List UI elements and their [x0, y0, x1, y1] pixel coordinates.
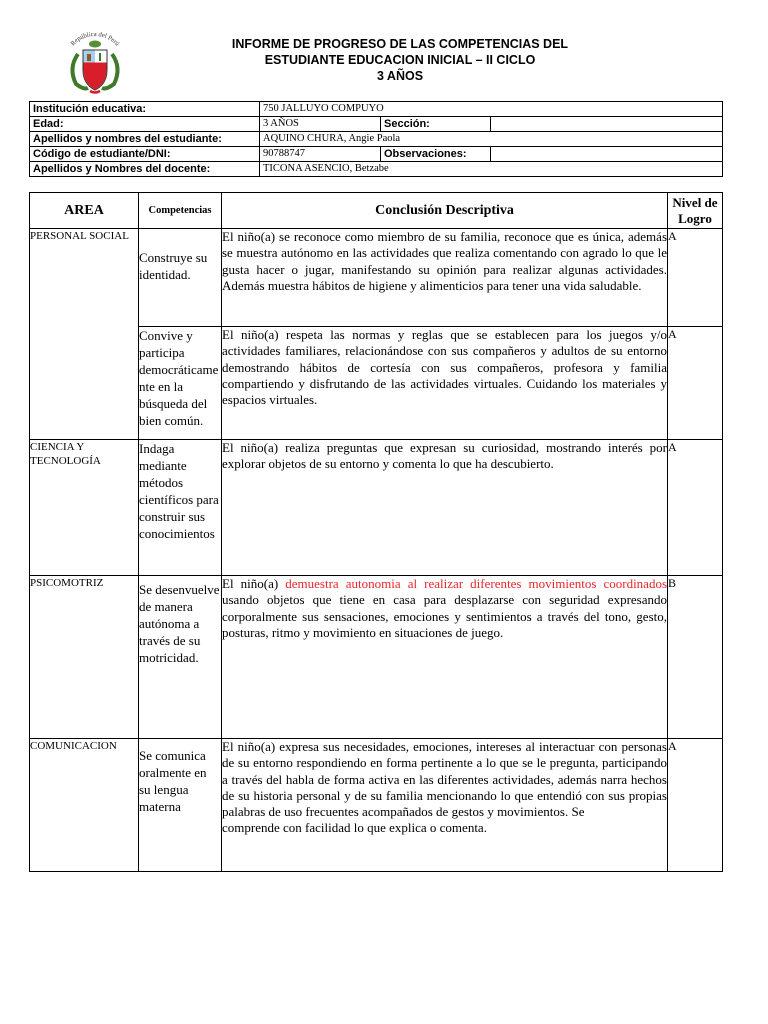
- conclusion-cell: [222, 739, 668, 872]
- nivel-cell: A: [668, 440, 723, 576]
- conclusion-text: El niño(a): [222, 576, 286, 591]
- nivel-cell: B: [668, 576, 723, 739]
- competencia-cell: Convive y participa democráticamente en la búsqueda del bien común.: [139, 327, 222, 440]
- competencies-table: [29, 192, 723, 872]
- competencia-cell: Indaga mediante métodos científicos para construir sus conocimientos: [139, 440, 222, 576]
- observaciones-value: [491, 147, 723, 162]
- report-title: [190, 36, 610, 84]
- conclusion-text: El niño(a) expresa sus necesidades, emociones, intereses al interactuar con personas de su entorno respondiendo en forma pertinente a lo que se le pregunta, participando a través del habla de forma activa en las diferentes actividades, además narra hechos de su historia personal y de su familia mencionando lo que entendió con sus propias palabras de uso frecuentes acompañados de gestos y movimientos. Se: [222, 739, 667, 820]
- title-line-3: 3 AÑOS: [376, 69, 424, 83]
- area-personal-social: PERSONAL SOCIAL: [30, 229, 139, 440]
- institucion-label: Institución educativa:: [30, 102, 260, 117]
- nivel-cell: A: [668, 229, 723, 327]
- seccion-label: Sección:: [381, 117, 491, 132]
- conclusion-text: usando objetos que tiene en casa para desplazarse con seguridad expresando corporalmente sus sensaciones, emociones y sentimientos a través del tono, gesto, posturas, ritmo y movimiento en situaciones de juego.: [222, 592, 667, 640]
- area-comunicacion: COMUNICACION: [30, 739, 139, 872]
- edad-value: 3 AÑOS: [260, 117, 381, 132]
- edad-label: Edad:: [30, 117, 260, 132]
- conclusion-cell: [222, 576, 668, 739]
- nivel-cell: A: [668, 327, 723, 440]
- docente-value: TICONA ASENCIO, Betzabe: [260, 162, 723, 177]
- conclusion-cell: El niño(a) se reconoce como miembro de su familia, reconoce que es única, además se muestra autónomo en las actividades que realiza comentando con agrado lo que le gusta hacer o jugar, manifestando su opinión para realizar algunas actividades. Además muestra hábitos de higiene y alimenticios para tener una vida saludable.: [222, 229, 668, 327]
- title-line-2: ESTUDIANTE EDUCACION INICIAL – II CICLO: [264, 53, 536, 67]
- table-row: [30, 440, 723, 576]
- institucion-value: 750 JALLUYO COMPUYO: [260, 102, 723, 117]
- header-nivel: Nivel de Logro: [668, 193, 723, 229]
- conclusion-cell: El niño(a) respeta las normas y reglas que se establecen para los juegos y/o actividades familiares, relacionándose con sus compañeros y adultos de su entorno demostrando hábitos de cortesía con sus compañeros, profesora y familia compartiendo y disfrutando de las actividades virtuales. Cuidando los materiales y espacios virtuales.: [222, 327, 668, 440]
- header-competencias: Competencias: [139, 193, 222, 229]
- title-line-1: INFORME DE PROGRESO DE LAS COMPETENCIAS DEL: [231, 37, 569, 51]
- competencia-cell: Construye su identidad.: [139, 229, 222, 327]
- table-row: [30, 576, 723, 739]
- seccion-value: [491, 117, 723, 132]
- codigo-label: Código de estudiante/DNI:: [30, 147, 260, 162]
- conclusion-cell: El niño(a) realiza preguntas que expresan su curiosidad, mostrando interés por explorar objetos de su entorno y comenta lo que ha descubierto.: [222, 440, 668, 576]
- area-psicomotriz: PSICOMOTRIZ: [30, 576, 139, 739]
- docente-label: Apellidos y Nombres del docente:: [30, 162, 260, 177]
- student-info-table: [29, 101, 723, 177]
- competencia-cell: Se comunica oralmente en su lengua materna: [139, 739, 222, 872]
- competencia-cell: Se desenvuelve de manera autónoma a través de su motricidad.: [139, 576, 222, 739]
- conclusion-highlight: demuestra autonomia al realizar diferentes movimientos coordinados: [285, 576, 668, 591]
- header-area: AREA: [30, 193, 139, 229]
- table-row: [30, 229, 723, 327]
- svg-text:República del Perú: República del Perú: [69, 31, 121, 48]
- table-row: [30, 739, 723, 872]
- estudiante-label: Apellidos y nombres del estudiante:: [30, 132, 260, 147]
- header-conclusion: Conclusión Descriptiva: [222, 193, 668, 229]
- area-ciencia: CIENCIA Y TECNOLOGÍA: [30, 440, 139, 576]
- codigo-value: 90788747: [260, 147, 381, 162]
- observaciones-label: Observaciones:: [381, 147, 491, 162]
- nivel-cell: A: [668, 739, 723, 872]
- conclusion-text-tail: comprende con facilidad lo que explica o comenta.: [222, 820, 487, 836]
- estudiante-value: AQUINO CHURA, Angie Paola: [260, 132, 723, 147]
- peru-coat-of-arms-icon: [64, 28, 126, 96]
